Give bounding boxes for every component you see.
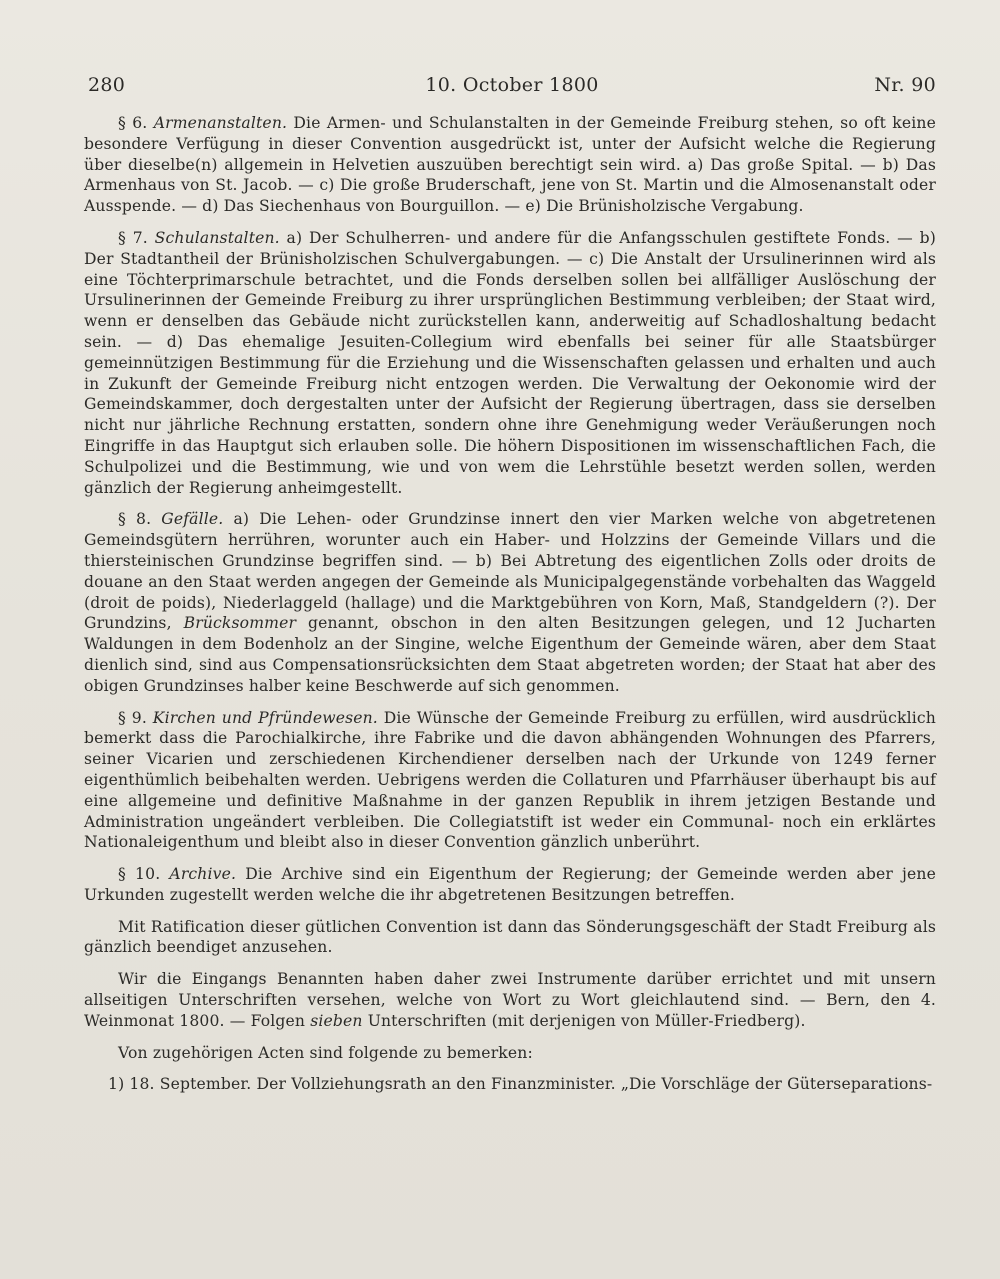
section-10-archive (84, 864, 936, 906)
closing-paragraph (84, 969, 936, 1031)
section-6-armenanstalten (84, 113, 936, 217)
italic-term: sieben (310, 1011, 363, 1030)
document-number: Nr. 90 (874, 74, 936, 96)
section-heading: Kirchen und Pfründewesen. (152, 708, 378, 727)
closing-text: Wir die Eingangs Benannten haben daher zwei Instrumente darüber errichtet und mit unsern allseitigen Unterschriften versehen, welche von Wort zu Wort gleichlautend sind. — Bern, den 4. Weinmonat 1800. — Folgen (84, 970, 936, 1030)
section-text: a) Die Lehen- oder Grundzinse innert den vier Marken welche von abgetretenen Gemeindsgütern herrühren, worunter auch ein Haber- und Holzzins der Gemeinde Villars und die thiersteinischen Grundzinse begriffen sind. — b) Bei Abtretung des eigentlichen Zolls oder droits de douane an den Staat werden angegen der Gemeinde als Municipalgegenstände vorbehalten das Waggeld (droit de poids), Niederlaggeld (hallage) und die Marktgebühren von Korn, Maß, Standgeldern (?). Der Grundzins, (84, 510, 936, 633)
page-header (88, 74, 936, 102)
acts-intro: Von zugehörigen Acten sind folgende zu bemerken: (118, 1043, 533, 1062)
section-sign: § 6. (118, 114, 154, 132)
section-sign: § 9. (118, 708, 153, 727)
closing-text-continued: Unterschriften (mit derjenigen von Müller-Friedberg). (362, 1011, 806, 1030)
header-date: 10. October 1800 (425, 74, 599, 96)
section-heading: Schulanstalten. (154, 228, 280, 247)
section-sign: § 7. (118, 228, 155, 247)
section-text: Die Archive sind ein Eigenthum der Regierung; der Gemeinde werden aber jene Urkunden zugestellt werden welche die ihr abgetretenen Besitzungen betreffen. (84, 865, 936, 904)
section-text: a) Der Schulherren- und andere für die Anfangsschulen gestiftete Fonds. — b) Der Stadtantheil der Brünisholzischen Schulvergabungen. — c) Die Anstalt der Ursulinerinnen wird als eine Töchterprimarschule betrachtet, und die Fonds derselben sollen bei allfälliger Auslöschung der Ursulinerinnen der Gemeinde Freiburg zu ihrer ursprünglichen Bestimmung verbleiben; der Staat wird, wenn er denselben das Gebäude nicht zurückstellen kann, anderweitig auf Schadloshaltung bedacht sein. — d) Das ehemalige Jesuiten-Collegium wird ebenfalls bei seiner für alle Staatsbürger gemeinnützigen Bestimmung für die Erziehung und die Wissenschaften gelassen und erhalten und auch in Zukunft der Gemeinde Freiburg nicht entzogen werden. Die Verwaltung der Oekonomie wird der Gemeindskammer, doch dergestalten unter der Aufsicht der Regierung übertragen, dass sie derselben nicht nur jährliche Rechnung erstatten, sondern ohne ihre Genehmigung weder Veräußerungen noch Eingriffe in das Hauptgut sich erlauben solle. Die höhern Dispositionen im wissenschaftlichen Fach, die Schulpolizei und die Bestimmung, wie und von wem die Lehrstühle besetzt werden sollen, werden gänzlich der Regierung anheimgestellt. (84, 228, 936, 497)
section-heading: Archive. (169, 865, 237, 884)
section-8-gefaelle (84, 509, 936, 696)
section-9-kirchen (84, 708, 936, 854)
section-heading: Armenanstalten. (153, 114, 288, 132)
section-text: Die Armen- und Schulanstalten in der Gemeinde Freiburg stehen, so oft keine besondere Verfügung in dieser Convention ausgedrückt ist, unter der Aufsicht welche die Regierung über dieselbe(n) allgemein in Helvetien auszuüben berechtigt sein wird. a) Das große Spital. — b) Das Armenhaus von St. Jacob. — c) Die große Bruderschaft, jene von St. Martin und die Almosenanstalt oder Ausspende. — d) Das Siechenhaus von Bourguillon. — e) Die Brünisholzische Vergabung. (84, 114, 936, 216)
section-heading: Gefälle. (161, 510, 224, 529)
acts-item-1: 1) 18. September. Der Vollziehungsrath an den Finanzminister. „Die Vorschläge der Güterseparations- (108, 1075, 933, 1094)
section-text-continued: genannt, obschon in den alten Besitzungen gelegen, und 12 Jucharten Waldungen in dem Bodenholz an der Singine, welche Eigenthum der Gemeinde wären, aber dem Staat dienlich sind, sind aus Compensationsrücksichten dem Staat abgetreten worden; der Staat hat aber des obigen Grundzinses halber keine Beschwerde auf sich genommen. (84, 614, 936, 695)
section-sign: § 10. (118, 865, 170, 884)
ratification-paragraph: Mit Ratification dieser gütlichen Convention ist dann das Sönderungsgeschäft der Stadt Freiburg als gänzlich beendiget anzusehen. (84, 917, 936, 957)
section-7-schulanstalten (84, 228, 936, 498)
document-body (84, 113, 936, 1095)
italic-term: Brücksommer (183, 614, 297, 633)
page-number: 280 (88, 74, 126, 96)
section-sign: § 8. (118, 510, 162, 529)
section-text: Die Wünsche der Gemeinde Freiburg zu erfüllen, wird ausdrücklich bemerkt dass die Parochialkirche, ihre Fabrike und die davon abhängenden Wohnungen des Pfarrers, seiner Vicarien und zerschiedenen Kirchendiener derselben nach der Urkunde von 1249 ferner eigenthümlich beibehalten werden. Uebrigens werden die Collaturen und Pfarrhäuser überhaupt bis auf eine allgemeine und definitive Maßnahme in der ganzen Republik in ihrem jetzigen Bestande und Administration ungeändert verbleiben. Die Collegiatstift ist weder ein Communal- noch ein erklärtes Nationaleigenthum und bleibt also in dieser Convention gänzlich unberührt. (84, 708, 936, 852)
